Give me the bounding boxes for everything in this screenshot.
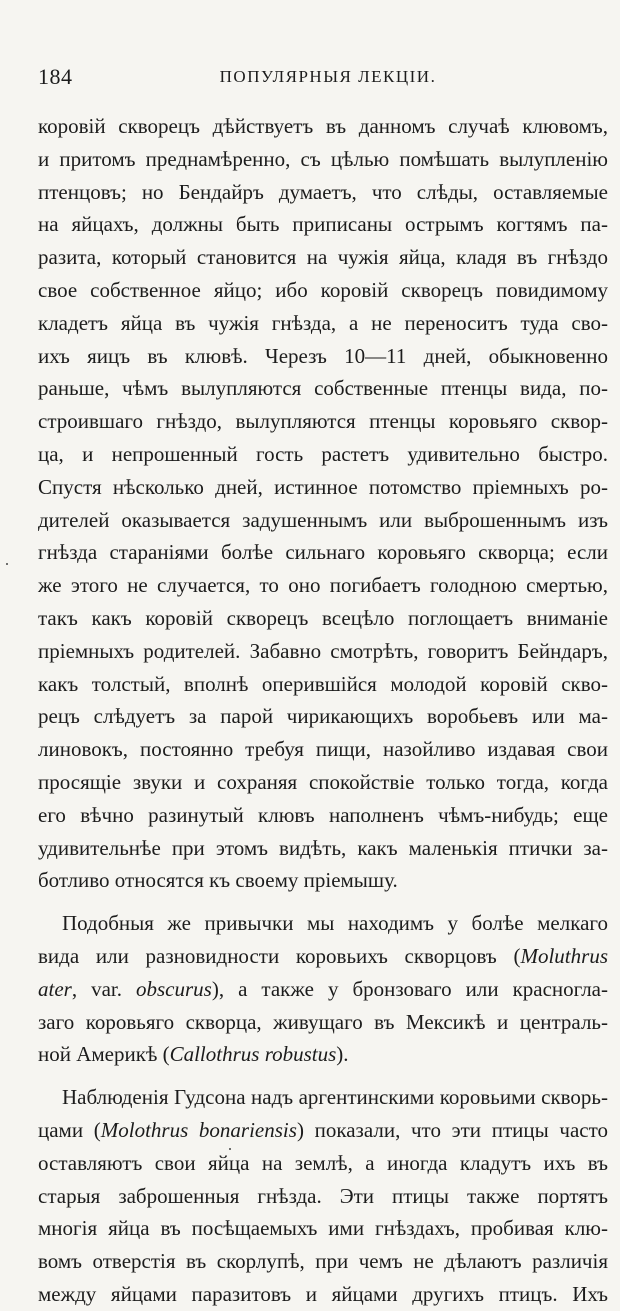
- text-line: на яйцахъ, должны быть приписаны острымъ когтямъ па-: [38, 212, 608, 237]
- text-line: разита, который становится на чужія яйца, кладя въ гнѣздо: [38, 245, 608, 270]
- text-line: Спустя нѣсколько дней, истинное потомство пріемныхъ ро-: [38, 474, 608, 499]
- print-speck: [229, 1148, 231, 1150]
- text-line: ater, var. obscurus), а также у бронзоваго или красногла-: [38, 976, 608, 1001]
- text-line: коровій скворецъ дѣйствуетъ въ данномъ случаѣ клювомъ,: [38, 114, 608, 138]
- text-line: же этого не случается, то оно погибаетъ голодною смертью,: [38, 573, 608, 598]
- text-line: раньше, чѣмъ вылупляются собственные птенцы вида, по-: [38, 376, 608, 401]
- body-text: [38, 110, 608, 1311]
- text-line: заго коровьяго скворца, живущаго въ Мексикѣ и централь-: [38, 1009, 608, 1034]
- text-line: пріемныхъ родителей. Забавно смотрѣть, говоритъ Бейндаръ,: [38, 638, 608, 663]
- page-number: 184: [38, 64, 73, 89]
- text-line: Наблюденія Гудсона надъ аргентинскими коровьими скворь-: [62, 1085, 608, 1110]
- text-line: гнѣзда стараніями болѣе сильнаго коровьяго скворца; если: [38, 540, 608, 565]
- paragraph-2: [38, 907, 608, 1071]
- running-head: ПОПУЛЯРНЫЯ ЛЕКЦІИ.: [219, 67, 437, 86]
- text-line: удивительнѣе при этомъ видѣть, какъ маленькія птички за-: [38, 835, 608, 860]
- text-line: старыя заброшенныя гнѣзда. Эти птицы также портятъ: [38, 1183, 608, 1208]
- text-line: и притомъ преднамѣренно, съ цѣлью помѣшать вылупленію: [38, 146, 608, 171]
- text-line: оставляютъ свои яйца на землѣ, а иногда кладутъ ихъ въ: [38, 1150, 608, 1175]
- text-line: просящіе звуки и сохраняя спокойствіе только тогда, когда: [38, 769, 608, 794]
- text-line: какъ толстый, вполнѣ оперившійся молодой коровій скво-: [38, 671, 608, 696]
- latin-name: ater: [38, 976, 72, 1001]
- text-line: птенцовъ; но Бендайръ думаетъ, что слѣды, оставляемые: [38, 179, 608, 204]
- text-line: между яйцами паразитовъ и яйцами другихъ птицъ. Ихъ: [38, 1281, 608, 1306]
- text-line: цами (Molothrus bonariensis) показали, что эти птицы часто: [38, 1117, 608, 1142]
- text-line: ной Америкѣ (Callothrus robustus).: [38, 1042, 349, 1067]
- text-line: такъ какъ коровій скворецъ всецѣло поглощаетъ вниманіе: [38, 605, 608, 630]
- text-line: ихъ яицъ въ клювѣ. Черезъ 10—11 дней, обыкновенно: [38, 343, 608, 368]
- text-line: рецъ слѣдуетъ за парой чирикающихъ воробьевъ или ма-: [38, 704, 608, 729]
- text-line: ботливо относятся къ своему пріемышу.: [38, 868, 398, 893]
- latin-name: Moluthrus: [520, 943, 608, 968]
- text-line: ца, и непрошенный гость растетъ удивительно быстро.: [38, 441, 608, 466]
- text-line: кладетъ яйца въ чужія гнѣзда, а не переноситъ туда сво-: [38, 310, 608, 335]
- latin-name: Molothrus bonariensis: [100, 1117, 297, 1142]
- text-line: его вѣчно разинутый клювъ наполненъ чѣмъ-нибудь; еще: [38, 802, 608, 827]
- text-line: многія яйца въ посѣщаемыхъ ими гнѣздахъ, пробивая клю-: [38, 1216, 608, 1241]
- page-header: [38, 64, 598, 94]
- paragraph-1: [38, 110, 608, 897]
- latin-name: Callothrus robustus: [169, 1042, 337, 1067]
- text-line: дителей оказывается задушеннымъ или выброшеннымъ изъ: [38, 507, 608, 532]
- text-line: линовокъ, постоянно требуя пищи, назойливо издавая свои: [38, 737, 608, 762]
- latin-name: obscurus: [136, 976, 212, 1001]
- text-line: вида или разновидности коровьихъ скворцовъ (Moluthrus: [38, 943, 608, 968]
- paragraph-3: [38, 1081, 608, 1311]
- text-line: Подобныя же привычки мы находимъ у болѣе мелкаго: [62, 911, 608, 936]
- text-line: свое собственное яйцо; ибо коровій скворецъ повидимому: [38, 277, 608, 302]
- text-line: строившаго гнѣздо, вылупляются птенцы коровьяго сквор-: [38, 409, 608, 434]
- print-speck: [6, 563, 8, 565]
- text-line: вомъ отверстія въ скорлупѣ, при чемъ не дѣлаютъ различія: [38, 1249, 608, 1274]
